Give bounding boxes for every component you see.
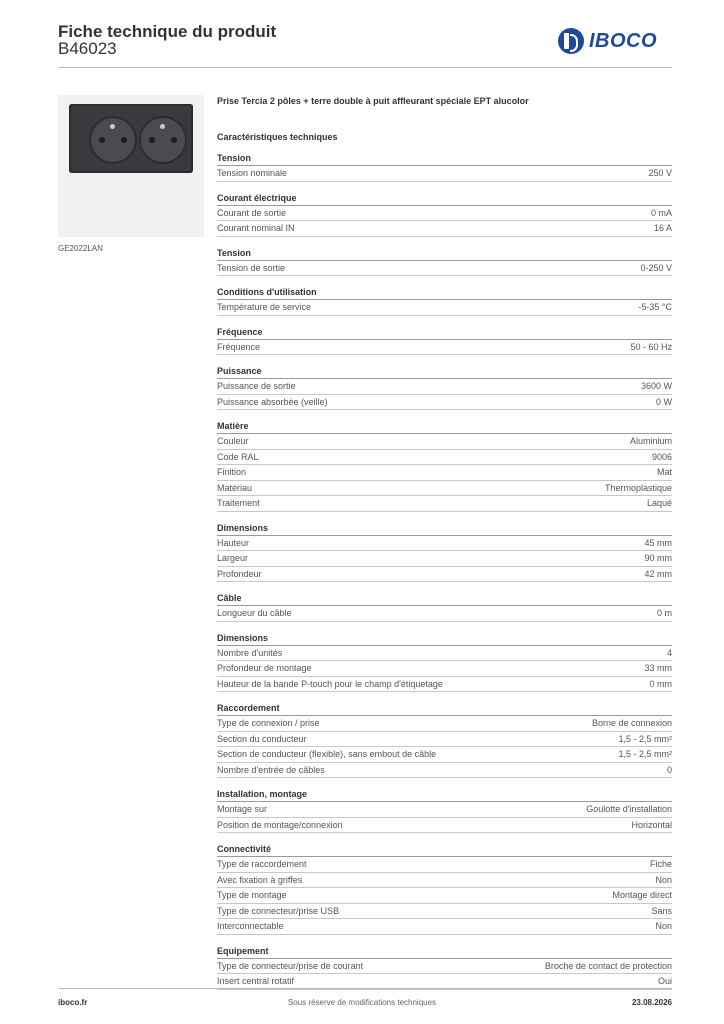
spec-value: Mat	[656, 467, 672, 477]
spec-row	[217, 434, 672, 450]
spec-label: Hauteur	[217, 537, 250, 548]
spec-value: 0-250 V	[640, 262, 672, 273]
spec-value: 0 mA	[650, 207, 672, 218]
page-title: Fiche technique du produit	[58, 22, 277, 41]
spec-label: Nombre d'entrée de câbles	[217, 764, 325, 775]
spec-label: Largeur	[217, 553, 249, 563]
spec-value: Borne de connexion	[591, 718, 672, 728]
spec-value: Non	[655, 921, 672, 931]
product-code: B46023	[58, 39, 117, 58]
spec-row	[217, 857, 672, 873]
spec-row	[217, 677, 672, 693]
spec-row	[217, 904, 672, 920]
spec-row	[217, 959, 672, 975]
spec-label: Hauteur de la bande P-touch pour le champ d'étiquetage	[217, 678, 443, 689]
spec-label: Finition	[217, 467, 247, 477]
spec-group-title: Courant électrique	[217, 191, 672, 206]
spec-row	[217, 747, 672, 763]
double-socket-illustration	[69, 104, 193, 173]
spec-value: 0 mm	[649, 678, 672, 689]
section-title: Caractéristiques techniques	[217, 132, 338, 142]
spec-row	[217, 716, 672, 732]
spec-row	[217, 818, 672, 834]
spec-row	[217, 395, 672, 411]
spec-label: Type de montage	[217, 890, 287, 900]
spec-group-title: Equipement	[217, 944, 672, 959]
spec-label: Fréquence	[217, 341, 261, 352]
spec-group	[217, 246, 672, 277]
spec-label: Traitement	[217, 498, 260, 508]
spec-row	[217, 732, 672, 748]
spec-group	[217, 842, 672, 935]
spec-group-title: Installation, montage	[217, 787, 672, 802]
spec-value: 42 mm	[644, 568, 672, 579]
spec-content	[217, 94, 672, 990]
spec-value: Non	[655, 874, 672, 885]
brand-logo	[558, 28, 657, 54]
spec-label: Courant nominal IN	[217, 223, 295, 233]
spec-value: 250 V	[648, 168, 672, 178]
spec-row	[217, 551, 672, 567]
spec-group-title: Tension	[217, 246, 672, 261]
product-image	[58, 95, 204, 237]
spec-label: Matériau	[217, 482, 253, 493]
spec-label: Section de conducteur (flexible), sans embout de câble	[217, 749, 437, 759]
spec-label: Courant de sortie	[217, 207, 287, 218]
spec-group-title: Dimensions	[217, 631, 672, 646]
spec-row	[217, 888, 672, 904]
spec-row	[217, 450, 672, 466]
spec-label: Type de connecteur/prise USB	[217, 905, 340, 916]
spec-label: Profondeur	[217, 568, 262, 579]
spec-group	[217, 325, 672, 356]
spec-value: 1,5 - 2,5 mm²	[618, 733, 672, 744]
spec-row	[217, 646, 672, 662]
spec-row	[217, 567, 672, 583]
footer-date: 23.08.2026	[631, 998, 672, 1007]
spec-label: Interconnectable	[217, 921, 284, 931]
spec-value: Goulotte d'installation	[586, 804, 672, 814]
spec-group	[217, 701, 672, 778]
spec-label: Type de raccordement	[217, 859, 307, 869]
spec-group	[217, 591, 672, 622]
spec-group	[217, 419, 672, 512]
spec-value: Laqué	[646, 498, 672, 508]
spec-value: 9006	[651, 451, 672, 462]
spec-row	[217, 340, 672, 356]
spec-row	[217, 802, 672, 818]
product-title: Prise Tercia 2 pôles + terre double à puit affleurant spéciale EPT alucolor	[217, 96, 529, 106]
spec-value: 16 A	[653, 223, 672, 233]
spec-row	[217, 606, 672, 622]
spec-label: Tension de sortie	[217, 262, 286, 273]
logo-icon	[558, 28, 584, 54]
spec-row	[217, 763, 672, 779]
spec-value: 45 mm	[644, 537, 672, 548]
spec-groups	[217, 151, 672, 990]
spec-row	[217, 661, 672, 677]
spec-value: 90 mm	[644, 553, 672, 563]
spec-group	[217, 151, 672, 182]
spec-group-title: Matière	[217, 419, 672, 434]
spec-label: Position de montage/connexion	[217, 819, 343, 830]
spec-label: Section du conducteur	[217, 733, 307, 744]
spec-group-title: Conditions d'utilisation	[217, 285, 672, 300]
spec-label: Type de connexion / prise	[217, 718, 320, 728]
footer-divider	[58, 988, 672, 989]
spec-label: Couleur	[217, 436, 249, 446]
spec-row	[217, 379, 672, 395]
spec-row	[217, 873, 672, 889]
spec-row	[217, 465, 672, 481]
spec-row	[217, 166, 672, 182]
spec-group-title: Puissance	[217, 364, 672, 379]
spec-value: Broche de contact de protection	[544, 960, 672, 971]
spec-value: 50 - 60 Hz	[630, 341, 672, 352]
spec-value: 0 m	[656, 608, 672, 618]
spec-label: Puissance absorbée (veille)	[217, 396, 328, 407]
socket-outlet-right	[139, 116, 187, 164]
spec-row	[217, 221, 672, 237]
spec-value: 0	[666, 764, 672, 775]
spec-label: Avec fixation à griffes	[217, 874, 303, 885]
spec-label: Tension nominale	[217, 168, 288, 178]
spec-group-title: Dimensions	[217, 521, 672, 536]
spec-label: Montage sur	[217, 804, 268, 814]
spec-row	[217, 206, 672, 222]
logo-text: IBOCO	[589, 29, 658, 52]
spec-label: Température de service	[217, 302, 312, 312]
spec-label: Profondeur de montage	[217, 663, 312, 673]
spec-label: Longueur du câble	[217, 608, 292, 618]
spec-group	[217, 944, 672, 990]
footer-site: iboco.fr	[58, 998, 88, 1007]
spec-row	[217, 481, 672, 497]
spec-group	[217, 631, 672, 693]
spec-group-title: Connectivité	[217, 842, 672, 857]
spec-value: Aluminium	[629, 436, 672, 446]
spec-group-title: Tension	[217, 151, 672, 166]
spec-label: Insert central rotatif	[217, 976, 295, 986]
spec-row	[217, 496, 672, 512]
spec-row	[217, 919, 672, 935]
spec-row	[217, 261, 672, 277]
spec-group	[217, 364, 672, 410]
spec-row	[217, 300, 672, 316]
spec-group	[217, 191, 672, 237]
spec-label: Puissance de sortie	[217, 381, 296, 391]
spec-group-title: Câble	[217, 591, 672, 606]
spec-value: 4	[666, 647, 672, 658]
spec-value: Thermoplastique	[604, 482, 672, 493]
footer-notice: Sous réserve de modifications techniques	[287, 998, 437, 1007]
image-caption: GE2022LAN	[58, 244, 103, 253]
spec-value: 33 mm	[644, 663, 672, 673]
spec-value: Sans	[651, 905, 672, 916]
spec-value: 3600 W	[640, 381, 672, 391]
spec-value: Montage direct	[612, 890, 672, 900]
spec-value: 0 W	[655, 396, 672, 407]
spec-label: Type de connecteur/prise de courant	[217, 960, 364, 971]
spec-value: 1,5 - 2,5 mm²	[618, 749, 672, 759]
socket-outlet-left	[89, 116, 137, 164]
spec-group	[217, 285, 672, 316]
spec-value: Horizontal	[631, 819, 672, 830]
spec-group-title: Fréquence	[217, 325, 672, 340]
spec-value: Fiche	[649, 859, 672, 869]
spec-group	[217, 787, 672, 833]
spec-value: -5-35 °C	[638, 302, 672, 312]
spec-label: Code RAL	[217, 451, 259, 462]
spec-row	[217, 536, 672, 552]
spec-group	[217, 521, 672, 583]
spec-value: Oui	[657, 976, 672, 986]
spec-group-title: Raccordement	[217, 701, 672, 716]
spec-label: Nombre d'unités	[217, 647, 283, 658]
header-divider	[58, 67, 672, 68]
